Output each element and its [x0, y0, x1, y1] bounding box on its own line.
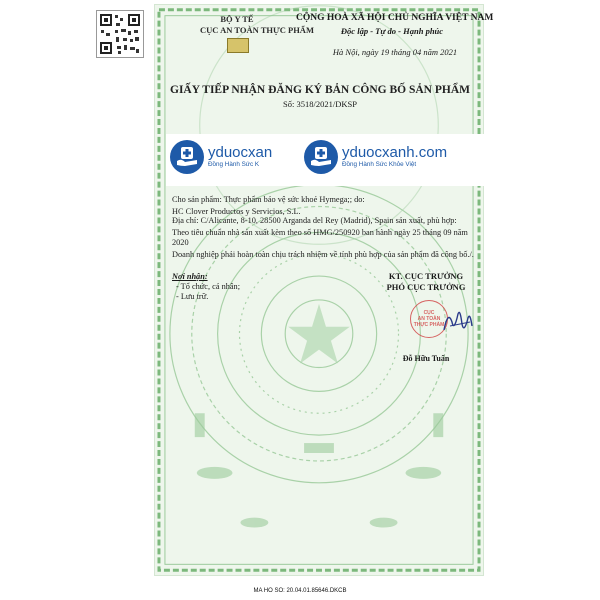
recipients-label: Nơi nhận: — [172, 272, 208, 281]
standard-line: Theo tiêu chuẩn nhà sản xuất kèm theo số HMG/250920 ban hành ngày 25 tháng 09 năm — [172, 228, 468, 237]
issuing-authority — [200, 14, 314, 36]
address-line: Địa chỉ: C/Alicante, 8-10, 28500 Arganda del Rey (Madrid), Spain sản xuất, phù hợp: — [172, 216, 457, 225]
watermark-brand: yduocxan — [208, 144, 273, 161]
signatory-title-line1: KT. CỤC TRƯỞNG — [388, 271, 464, 281]
national-motto: Độc lập - Tự do - Hạnh phúc — [340, 26, 444, 36]
stamp-line: AN TOÀN — [417, 316, 441, 322]
authority-logo — [227, 38, 249, 53]
ministry-name: BỘ Y TẾ — [220, 14, 254, 24]
watermark-2 — [304, 140, 447, 174]
recipient-item: - Tổ chức, cá nhân; — [176, 282, 241, 291]
stamp-line: CỤC — [423, 310, 435, 316]
issue-date: Hà Nội, ngày 19 tháng 04 năm 2021 — [332, 47, 458, 57]
recipient-item: - Lưu trữ. — [176, 292, 209, 301]
dossier-code: MA HO SO: 20.04.01.85646.DKCB — [253, 588, 347, 594]
watermark-brand: yduocxanh.com — [342, 144, 448, 161]
product-line: Cho sản phẩm: Thực phẩm bảo vệ sức khoẻ Hymega;; do: — [172, 195, 365, 204]
watermark-1 — [170, 140, 272, 174]
signer-name: Đỗ Hữu Tuấn — [402, 354, 450, 363]
department-name: CỤC AN TOÀN THỰC PHẨM — [200, 25, 314, 35]
signatory-title — [366, 271, 486, 293]
pharmacy-logo-icon — [170, 140, 204, 174]
country-name: CỘNG HOÀ XÃ HỘI CHỦ NGHĨA VIỆT NAM — [296, 13, 494, 23]
pharmacy-logo-icon — [304, 140, 338, 174]
certificate-title: GIẤY TIẾP NHẬN ĐĂNG KÝ BẢN CÔNG BỐ SẢN PHẨM — [170, 84, 470, 96]
qr-code — [96, 10, 144, 58]
watermark-tagline: Đồng Hành Sức K — [208, 161, 260, 168]
responsibility-line: Doanh nghiệp phải hoàn toàn chịu trách nhiệm về tính phù hợp của sản phẩm đã công bố./. — [172, 250, 474, 259]
standard-year-line: 2020 — [172, 238, 189, 247]
signatory-title-line2: PHÓ CỤC TRƯỞNG — [386, 282, 466, 292]
stamp-line: THỰC PHẨM — [413, 322, 445, 328]
certificate-number: Số: 3518/2021/DKSP — [283, 99, 357, 109]
watermark-tagline: Đồng Hành Sức Khỏe Việt — [342, 161, 417, 168]
manufacturer-line: HC Clover Productos y Servicios, S.L. — [172, 207, 301, 216]
handwritten-signature — [440, 304, 476, 338]
